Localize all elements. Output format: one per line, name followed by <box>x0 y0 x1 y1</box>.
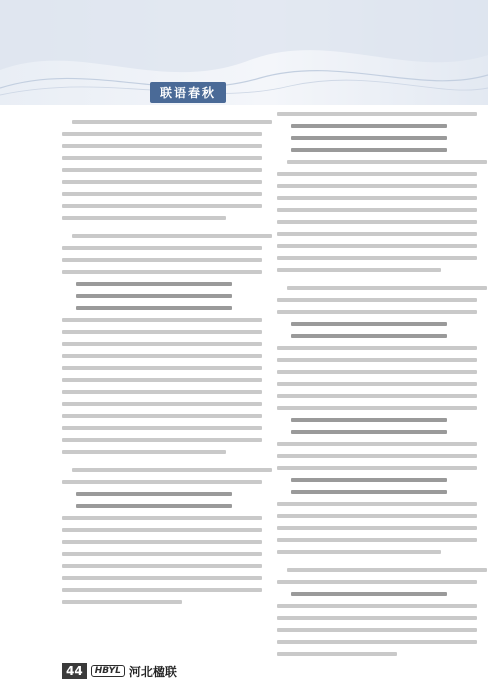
header-banner <box>0 0 488 105</box>
journal-logo: HBYL <box>91 665 125 677</box>
article-column-left <box>62 120 262 612</box>
page-number: 44 <box>62 663 87 679</box>
journal-title: 河北楹联 <box>128 664 177 679</box>
wave-decoration <box>0 0 488 105</box>
article-column-right <box>277 112 477 664</box>
section-title: 联语春秋 <box>150 82 226 103</box>
page-footer <box>62 663 177 679</box>
